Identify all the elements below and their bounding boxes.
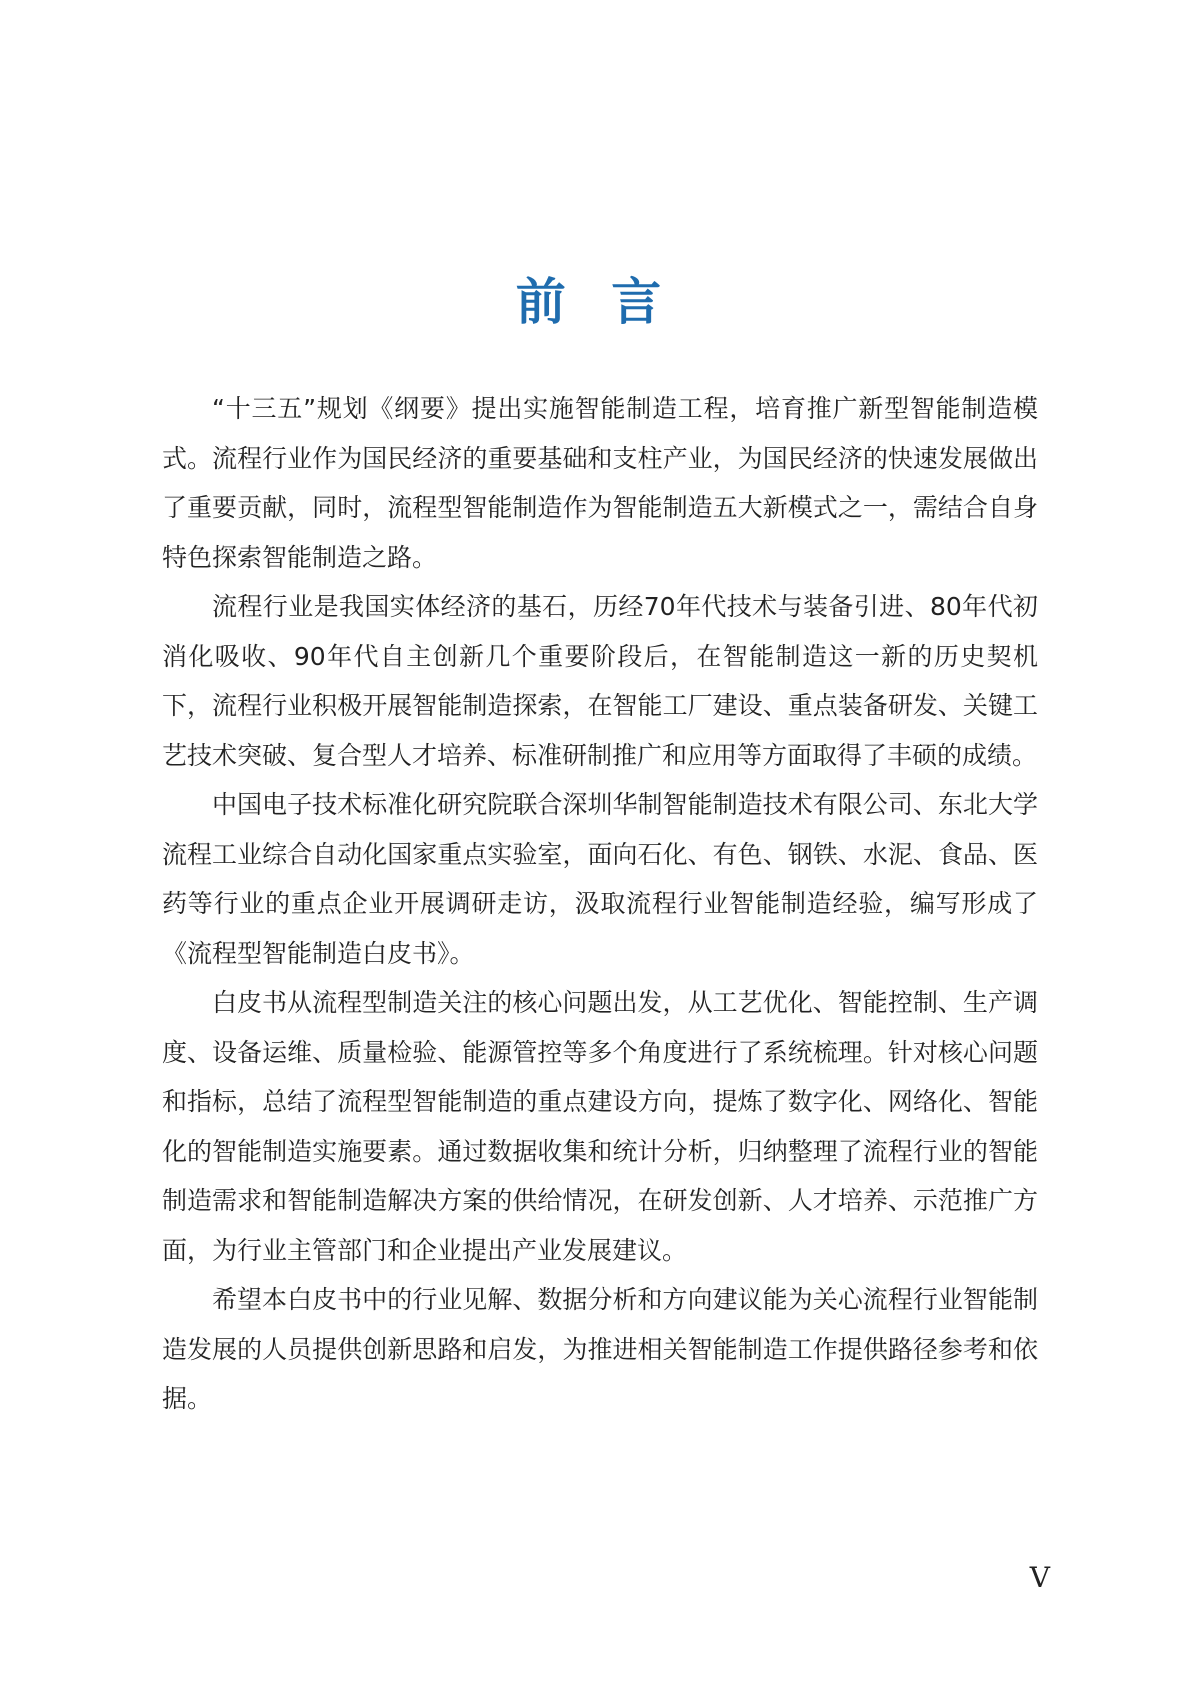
page-title: 前 言	[515, 272, 676, 331]
paragraph-1: “十三五”规划《纲要》提出实施智能制造工程，培育推广新型智能制造模式。流程行业作为国民经济的重要基础和支柱产业，为国民经济的快速发展做出了重要贡献，同时，流程型智能制造作为智能制造五大新模式之一，需结合自身特色探索智能制造之路。	[162, 394, 1038, 572]
paragraph-5: 希望本白皮书中的行业见解、数据分析和方向建议能为关心流程行业智能制造发展的人员提供创新思路和启发，为推进相关智能制造工作提供路径参考和依据。	[162, 1285, 1038, 1413]
paragraph-4: 白皮书从流程型制造关注的核心问题出发，从工艺优化、智能控制、生产调度、设备运维、质量检验、能源管控等多个角度进行了系统梳理。针对核心问题和指标，总结了流程型智能制造的重点建设方向，提炼了数字化、网络化、智能化的智能制造实施要素。通过数据收集和统计分析，归纳整理了流程行业的智能制造需求和智能制造解决方案的供给情况，在研发创新、人才培养、示范推广方面，为行业主管部门和企业提出产业发展建议。	[162, 988, 1038, 1265]
paragraph-2: 流程行业是我国实体经济的基石，历经70年代技术与装备引进、80年代初消化吸收、90年代自主创新几个重要阶段后，在智能制造这一新的历史契机下，流程行业积极开展智能制造探索，在智能工厂建设、重点装备研发、关键工艺技术突破、复合型人才培养、标准研制推广和应用等方面取得了丰硕的成绩。	[162, 592, 1038, 770]
body-text	[162, 384, 1038, 1424]
page-number: V	[1029, 1561, 1050, 1594]
paragraph-3: 中国电子技术标准化研究院联合深圳华制智能制造技术有限公司、东北大学流程工业综合自动化国家重点实验室，面向石化、有色、钢铁、水泥、食品、医药等行业的重点企业开展调研走访，汲取流程行业智能制造经验，编写形成了《流程型智能制造白皮书》。	[162, 790, 1038, 968]
